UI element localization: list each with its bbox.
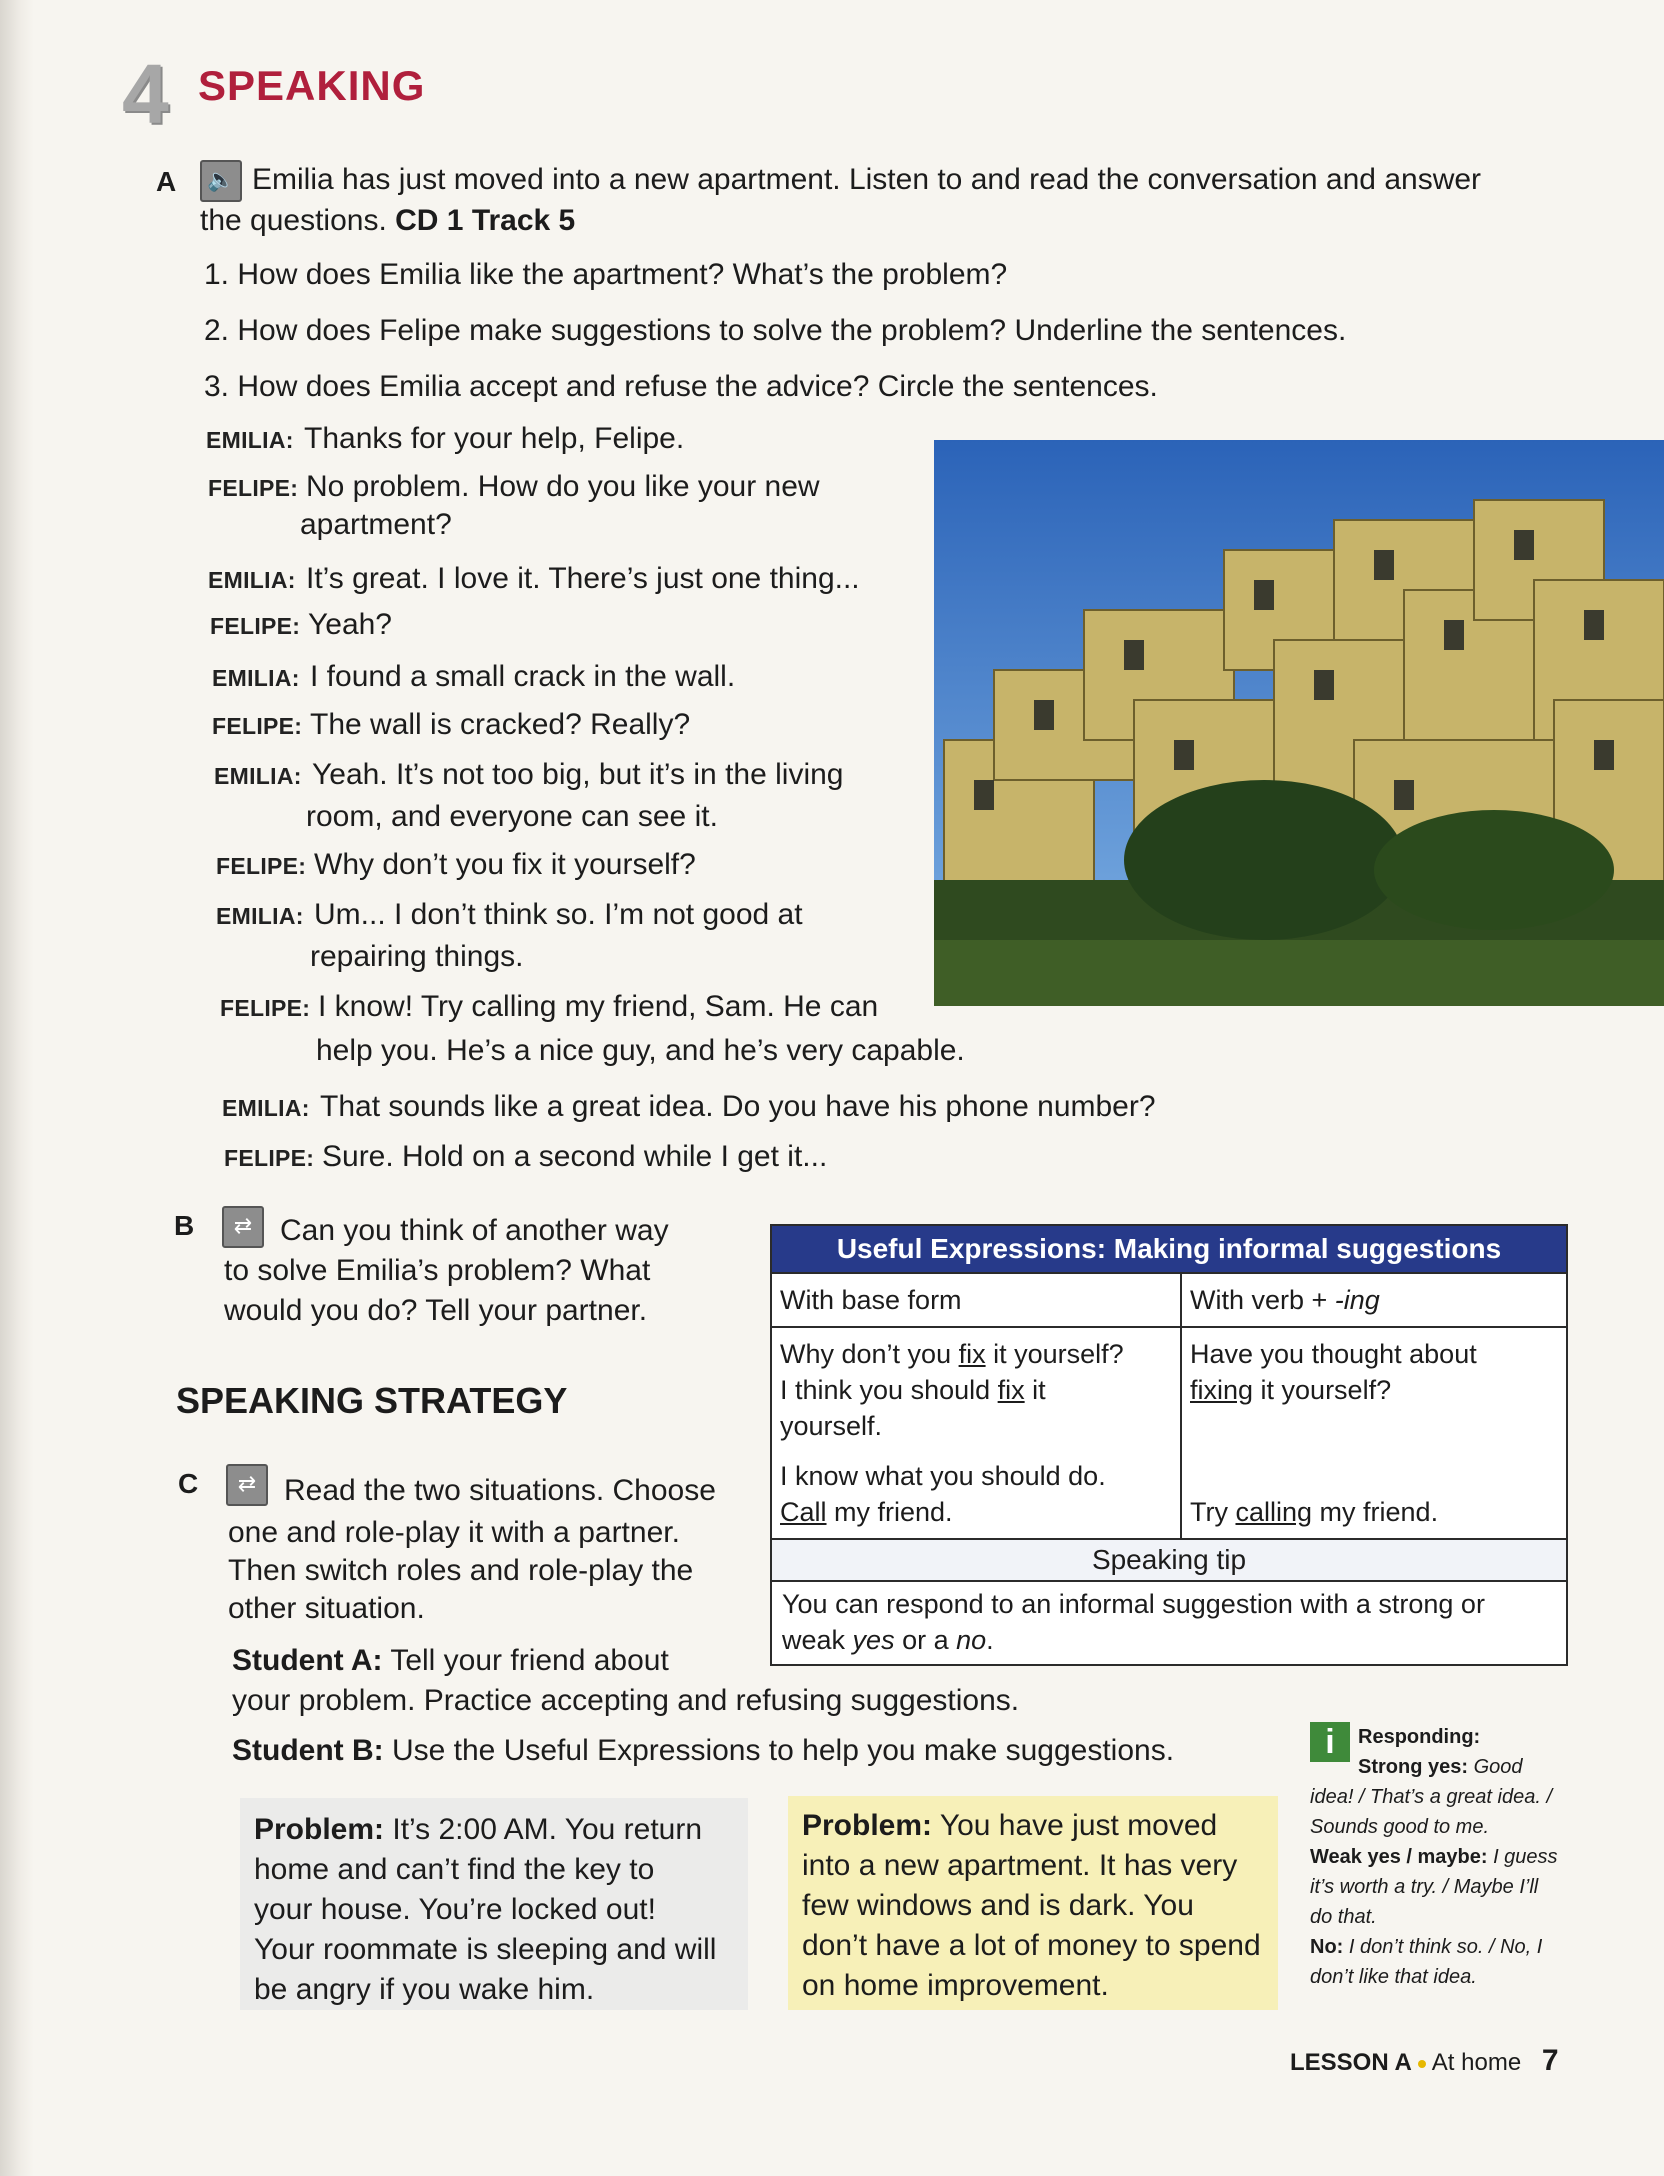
cell-text: it yourself? xyxy=(985,1339,1124,1369)
dialogue-text: Why don’t you fix it yourself? xyxy=(314,848,696,881)
student-b-label: Student B: xyxy=(232,1734,384,1767)
student-b-text: Use the Useful Expressions to help you make suggestions. xyxy=(383,1734,1175,1767)
footer-topic: At home xyxy=(1431,2049,1522,2076)
conversation-line xyxy=(222,1090,1156,1124)
underlined-verb: fix xyxy=(997,1375,1025,1405)
speaker-name: FELIPE: xyxy=(212,713,303,739)
conversation-line xyxy=(208,562,860,596)
dialogue-text: Yeah? xyxy=(308,608,392,641)
page-number: 7 xyxy=(1541,2044,1559,2077)
underlined-verb: fix xyxy=(958,1339,986,1369)
conversation-line xyxy=(212,708,690,742)
responding-text: Sounds good to me. xyxy=(1310,1816,1490,1838)
col-header-ing-suffix: -ing xyxy=(1334,1285,1380,1315)
cell-text: it yourself? xyxy=(1253,1375,1392,1405)
table-header-row xyxy=(772,1272,1566,1326)
speaker-name: FELIPE: xyxy=(208,475,299,501)
cell-text: my friend. xyxy=(826,1497,953,1527)
student-b-line xyxy=(232,1732,1174,1770)
col-header-ing xyxy=(1180,1274,1566,1326)
building-illustration xyxy=(934,440,1664,1006)
problem-text: on home improvement. xyxy=(802,1969,1109,2002)
conversation-line xyxy=(220,990,878,1024)
tip-no: no xyxy=(956,1625,987,1655)
footer-lesson: LESSON A xyxy=(1290,2049,1412,2076)
responding-sidebar xyxy=(1310,1722,1566,1992)
conversation-line xyxy=(310,940,523,974)
dialogue-text: I found a small crack in the wall. xyxy=(310,660,736,693)
part-b-line2: to solve Emilia’s problem? What xyxy=(224,1254,651,1287)
page-footer xyxy=(1290,2044,1559,2078)
conversation-line xyxy=(206,422,684,456)
dialogue-text: No problem. How do you like your new xyxy=(306,470,820,503)
speaker-name: FELIPE: xyxy=(216,853,307,879)
student-a-text: Tell your friend about xyxy=(382,1644,669,1677)
problem-text: home and can’t find the key to xyxy=(254,1853,655,1886)
cell-text: yourself. xyxy=(780,1411,883,1441)
useful-expressions-table xyxy=(770,1224,1568,1666)
part-b-line3: would you do? Tell your partner. xyxy=(224,1294,648,1327)
question-1: 1. How does Emilia like the apartment? What’s the problem? xyxy=(204,258,1008,291)
table-row xyxy=(772,1326,1566,1538)
speaker-name: FELIPE: xyxy=(224,1145,315,1171)
responding-text: don’t like that idea. xyxy=(1310,1966,1477,1988)
dialogue-text: room, and everyone can see it. xyxy=(306,800,718,833)
conversation-line xyxy=(216,898,803,932)
cell-text: it xyxy=(1024,1375,1046,1405)
problem-text: few windows and is dark. You xyxy=(802,1889,1194,1922)
tip-text: or a xyxy=(894,1625,957,1655)
cell-text: I think you should xyxy=(780,1375,998,1405)
part-c-line3: Then switch roles and role-play the xyxy=(228,1554,694,1587)
weak-yes-label: Weak yes / maybe: xyxy=(1310,1846,1488,1868)
conversation-line xyxy=(316,1034,965,1068)
underlined-verb: fixing xyxy=(1190,1375,1254,1405)
part-b-letter: B xyxy=(174,1210,195,1241)
speaker-name: EMILIA: xyxy=(208,567,296,593)
tip-text: weak xyxy=(782,1625,853,1655)
speaker-name: EMILIA: xyxy=(214,763,302,789)
dialogue-text: apartment? xyxy=(300,508,452,541)
strong-yes-label: Strong yes: xyxy=(1358,1756,1469,1778)
conversation-line xyxy=(212,660,735,694)
audio-icon[interactable]: 🔈 xyxy=(200,160,242,202)
problem-text: It’s 2:00 AM. You return xyxy=(384,1813,703,1846)
speaker-name: EMILIA: xyxy=(222,1095,310,1121)
student-a-label: Student A: xyxy=(232,1644,383,1677)
dialogue-text: It’s great. I love it. There’s just one thing... xyxy=(306,562,860,595)
problem-text: be angry if you wake him. xyxy=(254,1973,595,2006)
responding-text: idea! / That’s a great idea. / xyxy=(1310,1786,1553,1808)
conversation-line xyxy=(300,508,452,542)
cell-text: Have you thought about xyxy=(1190,1339,1477,1369)
problem-label: Problem: xyxy=(254,1813,385,1846)
question-2: 2. How does Felipe make suggestions to solve the problem? Underline the sentences. xyxy=(204,314,1347,347)
part-b-line1: Can you think of another way xyxy=(280,1214,669,1247)
cell-text: Try xyxy=(1190,1497,1236,1527)
speaker-name: EMILIA: xyxy=(216,903,304,929)
problem-text: into a new apartment. It has very xyxy=(802,1849,1238,1882)
part-a-letter: A xyxy=(156,166,177,197)
dialogue-text: That sounds like a great idea. Do you have his phone number? xyxy=(320,1090,1156,1123)
speaker-name: FELIPE: xyxy=(220,995,311,1021)
conversation-line xyxy=(224,1140,827,1174)
no-label: No: xyxy=(1310,1936,1344,1958)
dialogue-text: Um... I don’t think so. I’m not good at xyxy=(314,898,803,931)
cell-text: I know what you should do. xyxy=(780,1461,1106,1491)
problem-label: Problem: xyxy=(802,1809,933,1842)
dialogue-text: I know! Try calling my friend, Sam. He can xyxy=(318,990,879,1023)
problem-text: Your roommate is sleeping and will xyxy=(254,1933,717,1966)
track-label: CD 1 Track 5 xyxy=(395,204,576,237)
responding-title: Responding: xyxy=(1358,1726,1481,1748)
tip-text: You can respond to an informal suggestion with a strong or xyxy=(782,1589,1485,1619)
part-c-line1: Read the two situations. Choose xyxy=(284,1474,716,1507)
responding-text: it’s worth a try. / Maybe I’ll xyxy=(1310,1876,1539,1898)
conversation-line xyxy=(210,608,392,642)
pair-work-icon: ⇄ xyxy=(222,1206,274,1248)
col-header-base-form: With base form xyxy=(780,1285,962,1315)
photo-habitat-building xyxy=(934,440,1664,1006)
problem-box-2 xyxy=(788,1796,1278,2010)
part-a-line1: Emilia has just moved into a new apartment. Listen to and read the conversation and answer xyxy=(252,162,1482,196)
tip-text: . xyxy=(986,1625,994,1655)
responding-text: do that. xyxy=(1310,1906,1377,1928)
dialogue-text: Thanks for your help, Felipe. xyxy=(304,422,685,455)
problem-text: don’t have a lot of money to spend xyxy=(802,1929,1261,1962)
problem-text: You have just moved xyxy=(932,1809,1218,1842)
responding-text: Good xyxy=(1468,1756,1523,1778)
part-a-line2: the questions. xyxy=(200,204,387,237)
footer-dot xyxy=(1418,2060,1426,2068)
responding-text: I don’t think so. / No, I xyxy=(1343,1936,1543,1958)
dialogue-text: help you. He’s a nice guy, and he’s very capable. xyxy=(316,1034,965,1067)
dialogue-text: The wall is cracked? Really? xyxy=(310,708,691,741)
underlined-verb: calling xyxy=(1235,1497,1313,1527)
dialogue-text: repairing things. xyxy=(310,940,524,973)
problem-text: your house. You’re locked out! xyxy=(254,1893,656,1926)
section-number: 4 xyxy=(122,47,169,141)
conversation-line xyxy=(216,848,696,882)
col-header-ing-prefix: With verb + xyxy=(1190,1285,1335,1315)
cell-text: Why don’t you xyxy=(780,1339,959,1369)
responding-text: I guess xyxy=(1487,1846,1558,1868)
tip-yes: yes xyxy=(852,1625,895,1655)
cell-base-form xyxy=(772,1328,1180,1538)
student-a-line2: your problem. Practice accepting and refusing suggestions. xyxy=(232,1684,1020,1717)
speaking-strategy-title: SPEAKING STRATEGY xyxy=(176,1380,568,1421)
part-c-letter: C xyxy=(178,1468,199,1499)
part-a-instruction xyxy=(200,160,1540,240)
underlined-verb: Call xyxy=(780,1497,827,1527)
pair-work-icon: ⇄ xyxy=(226,1464,278,1506)
dialogue-text: Yeah. It’s not too big, but it’s in the living xyxy=(312,758,844,791)
info-icon: i xyxy=(1310,1722,1350,1762)
speaker-name: FELIPE: xyxy=(210,613,301,639)
conversation-line xyxy=(214,758,843,792)
part-c-line2: one and role-play it with a partner. xyxy=(228,1516,680,1549)
conversation-line xyxy=(208,470,820,504)
speaking-tip-text xyxy=(772,1580,1566,1664)
cell-ing-form xyxy=(1180,1328,1566,1538)
problem-box-1 xyxy=(240,1798,748,2010)
speaker-name: EMILIA: xyxy=(212,665,300,691)
dialogue-text: Sure. Hold on a second while I get it... xyxy=(322,1140,828,1173)
useful-expressions-title: Useful Expressions: Making informal suggestions xyxy=(772,1226,1566,1272)
page-edge xyxy=(0,0,34,2176)
part-c-line4: other situation. xyxy=(228,1592,425,1625)
student-a-line1 xyxy=(232,1642,669,1680)
conversation-line xyxy=(306,800,718,834)
section-title: SPEAKING xyxy=(198,62,426,109)
cell-text: my friend. xyxy=(1312,1497,1439,1527)
speaking-tip-header: Speaking tip xyxy=(772,1538,1566,1580)
speaker-name: EMILIA: xyxy=(206,427,294,453)
question-3: 3. How does Emilia accept and refuse the advice? Circle the sentences. xyxy=(204,370,1158,403)
